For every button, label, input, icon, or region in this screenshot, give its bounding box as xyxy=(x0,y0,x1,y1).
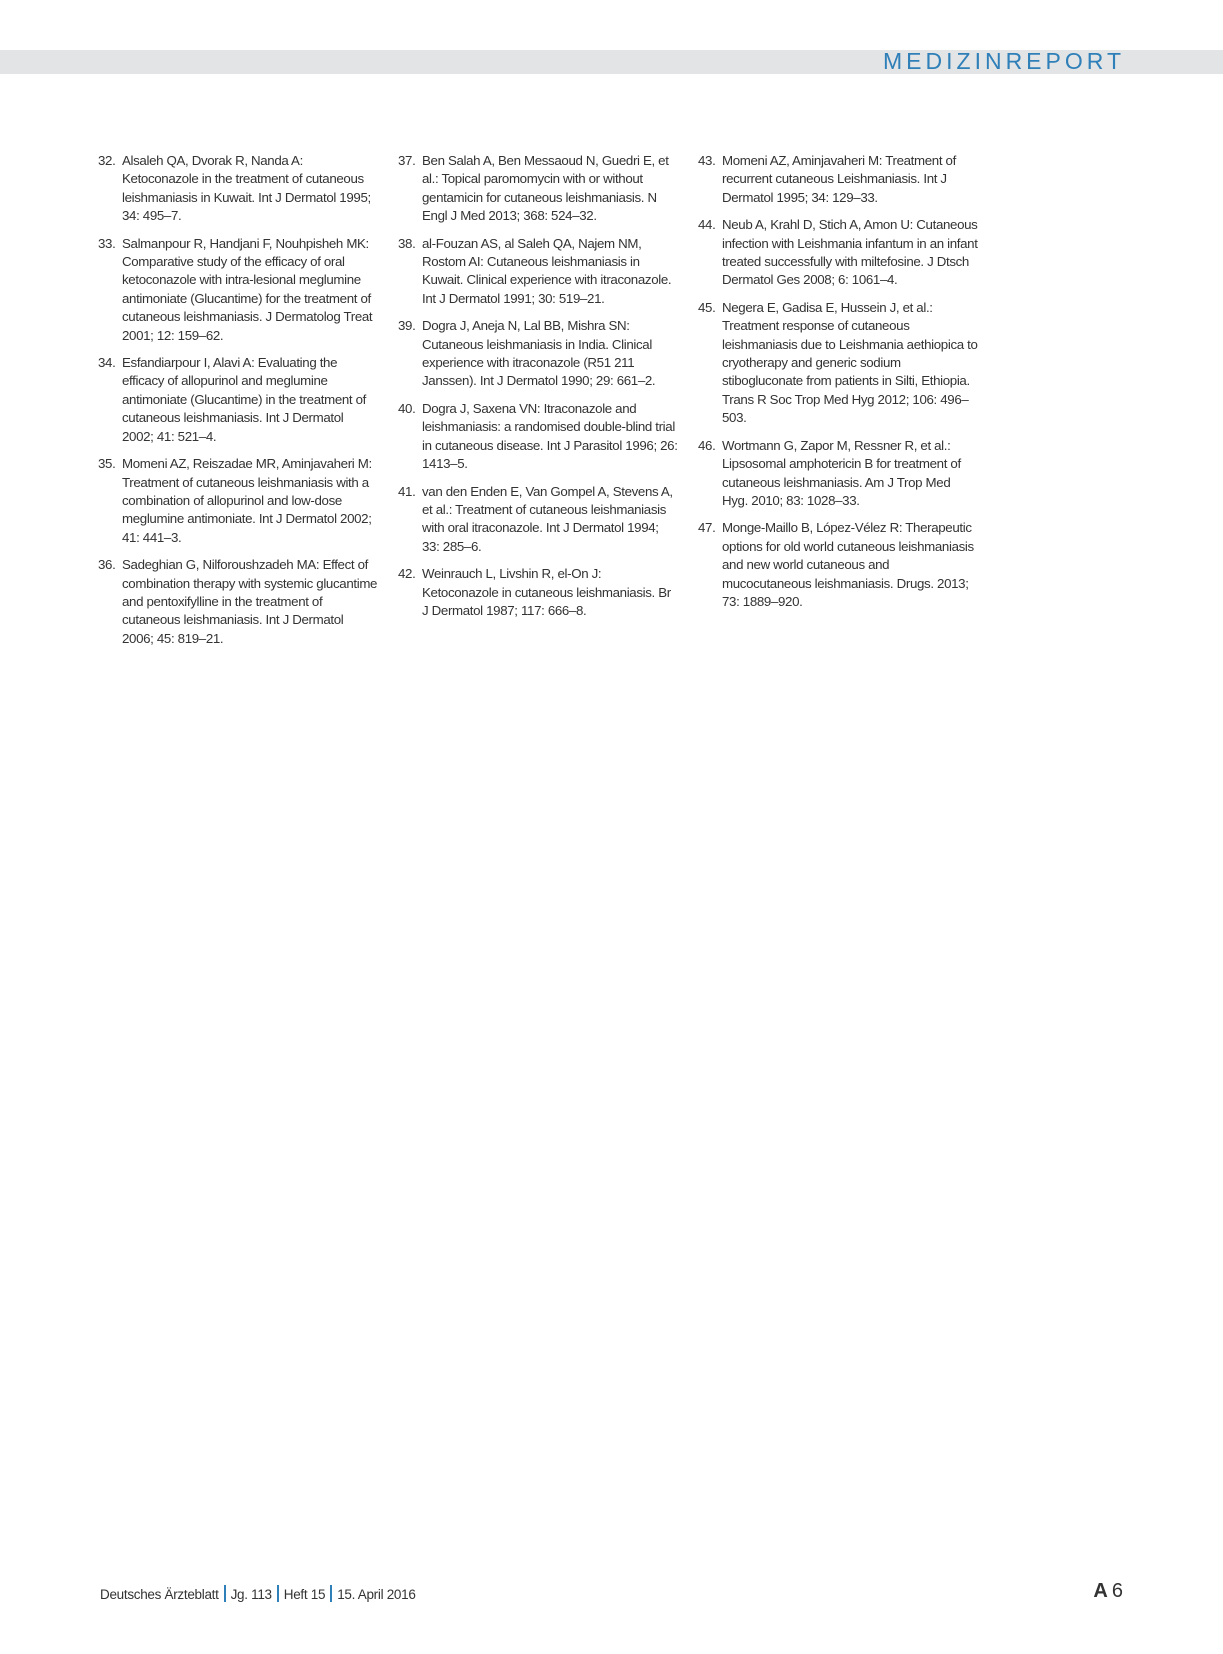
reference-number: 46. xyxy=(698,437,716,453)
reference-item xyxy=(98,354,378,446)
reference-number: 39. xyxy=(398,318,416,334)
issue-date: 15. April 2016 xyxy=(337,1587,416,1602)
reference-column-1 xyxy=(98,152,378,657)
section-label: MEDIZINREPORT xyxy=(883,48,1125,74)
reference-text: Monge-Maillo B, López-Vélez R: Therapeutic options for old world cutaneous leishmaniasis and new world cutaneous and mucocutaneous leishmaniasis. Drugs. 2013; 73: 1889–920. xyxy=(722,520,974,609)
reference-text: van den Enden E, Van Gompel A, Stevens A, et al.: Treatment of cutaneous leishmaniasis with oral itraconazole. Int J Dermatol 1994; 33: 285–6. xyxy=(422,483,673,554)
reference-item xyxy=(698,437,978,511)
reference-text: Neub A, Krahl D, Stich A, Amon U: Cutaneous infection with Leishmania infantum in an infant treated successfully with miltefosine. J Dtsch Dermatol Ges 2008; 6: 1061–4. xyxy=(722,217,978,288)
reference-text: Negera E, Gadisa E, Hussein J, et al.: Treatment response of cutaneous leishmaniasis due to Leishmania aethiopica to cryotherapy and generic sodium stibogluconate from patients in Silti, Ethiopia. Trans R Soc Trop Med Hyg 2012; 106: 496–503. xyxy=(722,299,978,426)
reference-text: Salmanpour R, Handjani F, Nouhpisheh MK: Comparative study of the efficacy of oral ketoconazole with intra-lesional meglumine antimoniate (Glucantime) for the treatment of cutaneous leishmaniasis. J Dermatolog Treat 2001; 12: 159–62. xyxy=(122,235,373,343)
reference-number: 37. xyxy=(398,153,416,168)
footer xyxy=(100,1585,416,1604)
reference-columns xyxy=(98,152,978,657)
reference-text: Momeni AZ, Aminjavaheri M: Treatment of recurrent cutaneous Leishmaniasis. Int J Dermatol 1995; 34: 129–33. xyxy=(722,153,956,205)
reference-number: 33. xyxy=(98,235,116,251)
reference-column-2 xyxy=(398,152,678,657)
reference-item xyxy=(398,317,678,391)
reference-number: 45. xyxy=(698,299,716,315)
reference-column-3 xyxy=(698,152,978,657)
reference-item xyxy=(398,235,678,309)
separator xyxy=(330,1585,332,1602)
reference-item xyxy=(398,400,678,474)
reference-text: Weinrauch L, Livshin R, el-On J: Ketoconazole in cutaneous leishmaniasis. Br J Dermatol 1987; 117: 666–8. xyxy=(422,566,671,618)
journal-issue: Heft 15 xyxy=(283,1587,326,1602)
reference-item xyxy=(98,152,378,226)
reference-number: 47. xyxy=(698,520,716,536)
separator xyxy=(224,1585,226,1602)
reference-item xyxy=(398,565,678,620)
reference-text: Ben Salah A, Ben Messaoud N, Guedri E, et al.: Topical paromomycin with or without gentamicin for cutaneous leishmaniasis. N Engl J Med 2013; 368: 524–32. xyxy=(422,153,669,224)
reference-item xyxy=(98,235,378,345)
reference-text: Alsaleh QA, Dvorak R, Nanda A: Ketoconazole in the treatment of cutaneous leishmaniasis in Kuwait. Int J Dermatol 1995; 34: 495–7. xyxy=(122,153,371,224)
reference-item xyxy=(698,152,978,207)
reference-text: al-Fouzan AS, al Saleh QA, Najem NM, Rostom AI: Cutaneous leishmaniasis in Kuwait. Clinical experience with itraconazole. Int J Dermatol 1991; 30: 519–21. xyxy=(422,235,672,306)
reference-number: 35. xyxy=(98,456,116,472)
reference-item xyxy=(698,299,978,428)
reference-number: 42. xyxy=(398,566,416,582)
page-letter: A xyxy=(1093,1580,1108,1602)
reference-item xyxy=(398,483,678,557)
reference-number: 41. xyxy=(398,483,416,499)
reference-item xyxy=(98,556,378,648)
page-number xyxy=(1093,1579,1123,1603)
reference-text: Esfandiarpour I, Alavi A: Evaluating the efficacy of allopurinol and meglumine antimoniate (Glucantime) in the treatment of cutaneous leishmaniasis. Int J Dermatol 2002; 41: 521–4. xyxy=(122,355,367,444)
reference-text: Dogra J, Aneja N, Lal BB, Mishra SN: Cutaneous leishmaniasis in India. Clinical experience with itraconazole (R51 211 Janssen). Int J Dermatol 1990; 29: 661–2. xyxy=(422,318,656,389)
reference-number: 38. xyxy=(398,235,416,251)
reference-text: Wortmann G, Zapor M, Ressner R, et al.: Lipsosomal amphotericin B for treatment of cutaneous leishmaniasis. Am J Trop Med Hyg. 2010; 83: 1028–33. xyxy=(722,437,961,508)
reference-number: 40. xyxy=(398,400,416,416)
journal-volume: Jg. 113 xyxy=(230,1587,272,1602)
reference-text: Momeni AZ, Reiszadae MR, Aminjavaheri M: Treatment of cutaneous leishmaniasis with a combination of allopurinol and low-dose meglumine antimoniate. Int J Dermatol 2002; 41: 441–3. xyxy=(122,456,372,545)
separator xyxy=(277,1585,279,1602)
reference-number: 44. xyxy=(698,217,716,233)
reference-number: 34. xyxy=(98,355,116,371)
reference-text: Dogra J, Saxena VN: Itraconazole and leishmaniasis: a randomised double-blind trial in cutaneous disease. Int J Parasitol 1996; 26: 1413–5. xyxy=(422,400,678,472)
reference-number: 36. xyxy=(98,557,116,573)
reference-item xyxy=(698,519,978,611)
reference-item xyxy=(398,152,678,226)
page-digit: 6 xyxy=(1111,1580,1123,1602)
reference-item xyxy=(698,216,978,290)
reference-number: 43. xyxy=(698,153,716,168)
reference-number: 32. xyxy=(98,153,116,168)
reference-text: Sadeghian G, Nilforoushzadeh MA: Effect of combination therapy with systemic glucantime and pentoxifylline in the treatment of cutaneous leishmaniasis. Int J Dermatol 2006; 45: 819–21. xyxy=(122,557,378,646)
journal-name: Deutsches Ärzteblatt xyxy=(100,1587,219,1602)
reference-item xyxy=(98,455,378,547)
